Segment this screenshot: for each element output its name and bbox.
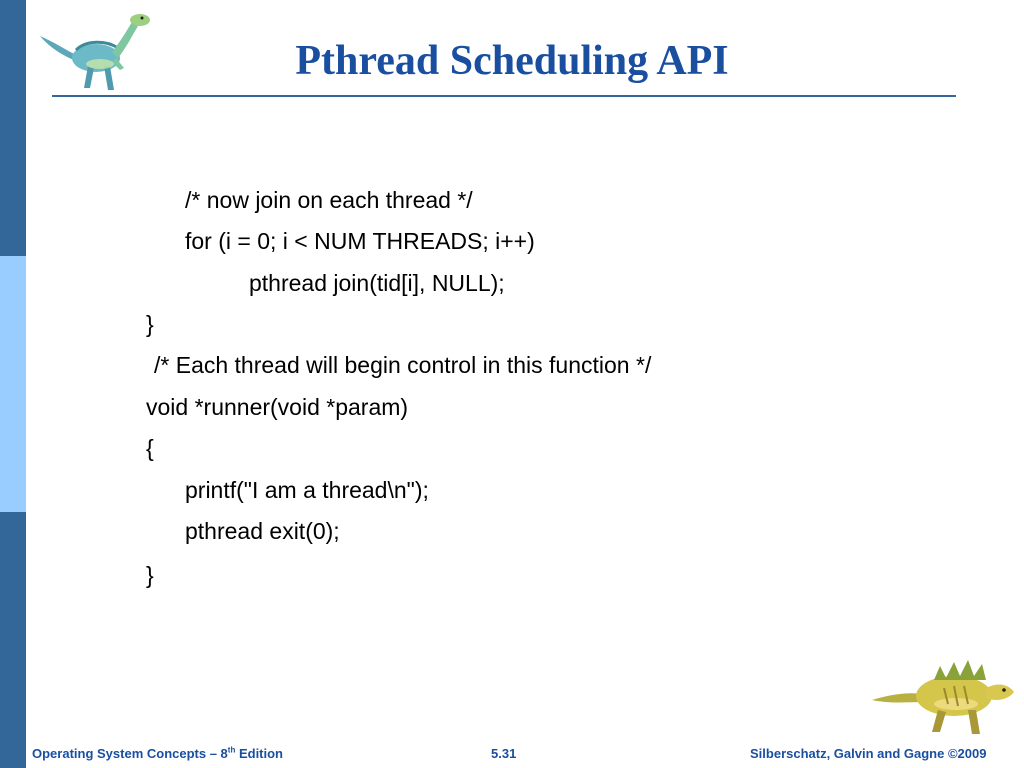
footer-book-title-prefix: Operating System Concepts – 8: [32, 746, 228, 761]
footer-book-title-suffix: Edition: [235, 746, 284, 761]
code-line: pthread join(tid[i], NULL);: [249, 270, 505, 296]
code-line: void *runner(void *param): [146, 394, 409, 420]
code-line: for (i = 0; i < NUM THREADS; i++): [185, 228, 535, 254]
slide-title: Pthread Scheduling API: [295, 38, 729, 84]
code-line: /* Each thread will begin control in this function */: [154, 352, 652, 378]
footer-book-title: [32, 746, 283, 761]
footer-copyright: Silberschatz, Galvin and Gagne ©2009: [750, 746, 987, 761]
code-line: pthread exit(0);: [185, 518, 340, 544]
dinosaur-icon: [868, 654, 1016, 736]
code-line: {: [146, 435, 154, 461]
code-line: }: [146, 562, 154, 588]
code-line: /* now join on each thread */: [185, 187, 473, 213]
code-line: printf("I am a thread\n");: [185, 477, 429, 503]
slide-footer: [0, 740, 1024, 768]
footer-book-title-sup: th: [227, 745, 236, 755]
code-line: }: [146, 311, 154, 337]
footer-slide-number: 5.31: [491, 746, 517, 761]
